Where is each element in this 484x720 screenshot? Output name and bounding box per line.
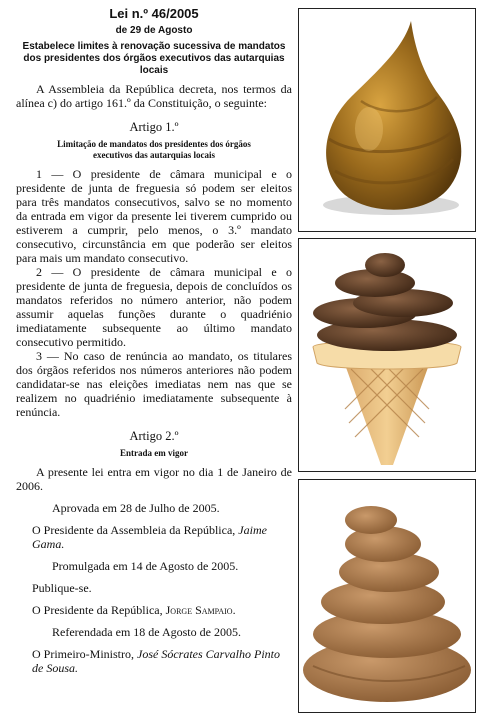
image-frame-2 (298, 238, 476, 472)
pm-prefix: O Primeiro-Ministro, (32, 647, 134, 661)
artigo-1-heading: Artigo 1.º (129, 120, 179, 134)
referendada-line: Referendada em 18 de Agosto de 2005. (52, 625, 241, 639)
plush-swirl-icon (299, 480, 475, 712)
publique-line: Publique-se. (32, 581, 92, 595)
artigo-2-heading: Artigo 2.º (129, 429, 179, 443)
presidente-rep-prefix: O Presidente da República, (32, 603, 163, 617)
presidente-ar-line (16, 523, 292, 551)
law-date: de 29 de Agosto (115, 25, 193, 36)
golden-drop-swirl-icon (299, 9, 475, 231)
presidente-ar-name: Jaime Gama. (32, 523, 267, 551)
artigo-1-paragraph-1: 1 — O presidente de câmara municipal e o presidente de junta de freguesia só podem ser eleitos para três mandatos consecutivos, salvo se no momento da entrada em vigor da presente lei tiverem cumprido ou estiverem a cumprir, pelo menos, o 3.º mandato consecutivo, circunstância em que poderão ser eleitos para mais um mandato consecutivo. (16, 167, 292, 265)
image-frame-3 (298, 479, 476, 713)
signatures-block (16, 501, 292, 675)
law-summary: Estabelece limites à renovação sucessiva de mandatos dos presidentes dos órgãos executivos das autarquias locais (22, 41, 286, 76)
law-document (16, 4, 292, 675)
artigo-1-paragraph-2: 2 — O presidente de câmara municipal e o presidente de junta de freguesia, depois de concluídos os mandatos referidos no número anterior, não podem assumir aquelas funções durante o quadriénio imediatamente subsequente ao último mandato consecutivo permitido. (16, 265, 292, 349)
presidente-ar-prefix: O Presidente da Assembleia da República, (32, 523, 236, 537)
artigo-1-paragraph-3: 3 — No caso de renúncia ao mandato, os titulares dos órgãos referidos nos números anteriores não podem candidatar-se nas eleições imediatas nem nas que se realizem no quadriénio imediatamente subsequente à renúncia. (16, 349, 292, 419)
presidente-rep-line (16, 603, 292, 617)
artigo-1-subtitle: Limitação de mandatos dos presidentes dos órgãos executivos das autarquias locais (57, 139, 251, 160)
ice-cream-cone-swirl-icon (299, 239, 475, 471)
law-title: Lei n.º 46/2005 (109, 6, 199, 21)
pm-line (16, 647, 292, 675)
aprovada-line: Aprovada em 28 de Julho de 2005. (52, 501, 220, 515)
image-frame-1 (298, 8, 476, 232)
pm-name: José Sócrates Carvalho Pinto de Sousa. (32, 647, 280, 675)
artigo-2-subtitle: Entrada em vigor (120, 448, 188, 458)
presidente-rep-name: Jorge Sampaio. (165, 603, 236, 617)
artigo-2-paragraph-1: A presente lei entra em vigor no dia 1 de Janeiro de 2006. (16, 465, 292, 493)
promulgada-line: Promulgada em 14 de Agosto de 2005. (52, 559, 239, 573)
intro-paragraph: A Assembleia da República decreta, nos termos da alínea c) do artigo 161.º da Constituição, o seguinte: (16, 82, 292, 110)
